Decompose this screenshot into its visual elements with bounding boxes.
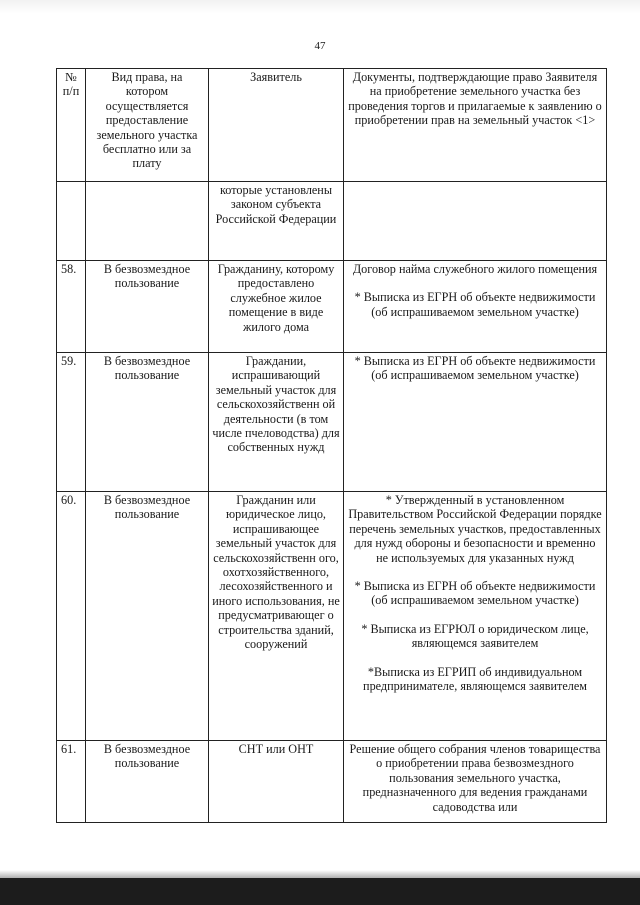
document-item: Договор найма служебного жилого помещения — [352, 262, 598, 276]
row-documents — [344, 261, 607, 353]
table-row — [57, 492, 607, 741]
row-number: 60. — [57, 492, 86, 741]
row-documents — [344, 492, 607, 741]
document-item: * Выписка из ЕГРН об объекте недвижимости (об испрашиваемом земельном участке) — [354, 290, 596, 319]
row-documents — [344, 741, 607, 823]
row-right-type: В безвозмездное пользование — [86, 492, 209, 741]
document-item: Решение общего собрания членов товарищества о приобретении права безвозмездного пользования земельного участка, предназначенного для ведения гражданами садоводства или — [349, 742, 601, 814]
header-applicant: Заявитель — [209, 69, 344, 182]
row-right-type: В безвозмездное пользование — [86, 741, 209, 823]
scan-top-shadow — [0, 0, 640, 14]
row-number — [57, 182, 86, 261]
page-number: 47 — [314, 40, 326, 52]
row-number: 59. — [57, 353, 86, 492]
header-number: № п/п — [57, 69, 86, 182]
document-item: * Утвержденный в установленном Правительством Российской Федерации порядке перечень земельных участков, предоставленных для нужд обороны и безопасности и временно не используемых для указанных нужд — [348, 493, 602, 565]
table-row — [57, 261, 607, 353]
document-item: *Выписка из ЕГРИП об индивидуальном предпринимателе, являющемся заявителем — [363, 664, 587, 694]
row-number: 58. — [57, 261, 86, 353]
row-documents — [344, 182, 607, 261]
row-applicant: Граждании, испрашивающий земельный участок для сельскохозяйственн ой деятельности (в том числе пчеловодства) для собственных нужд — [209, 353, 344, 492]
row-applicant: СНТ или ОНТ — [209, 741, 344, 823]
row-applicant: Гражданину, которому предоставлено служебное жилое помещение в виде жилого дома — [209, 261, 344, 353]
table-row — [57, 182, 607, 261]
row-number: 61. — [57, 741, 86, 823]
document-item: * Выписка из ЕГРЮЛ о юридическом лице, являющемся заявителем — [361, 621, 589, 651]
document-item: * Выписка из ЕГРН об объекте недвижимости (об испрашиваемом земельном участке) — [354, 354, 596, 383]
document-item: * Выписка из ЕГРН об объекте недвижимости (об испрашиваемом земельном участке) — [354, 579, 596, 608]
row-applicant: которые установлены законом субъекта Российской Федерации — [209, 182, 344, 261]
table-header-row — [57, 69, 607, 182]
header-documents: Документы, подтверждающие право Заявителя на приобретение земельного участка без проведения торгов и прилагаемые к заявлению о приобретении прав на земельный участок <1> — [344, 69, 607, 182]
table-row — [57, 741, 607, 823]
row-right-type: В безвозмездное пользование — [86, 261, 209, 353]
row-right-type — [86, 182, 209, 261]
row-right-type: В безвозмездное пользование — [86, 353, 209, 492]
row-applicant: Гражданин или юридическое лицо, испрашивающее земельный участок для сельскохозяйственн ого, охотхозяйственного, лесохозяйственного и иного использования, не предусматривающег о строительства зданий, сооружений — [209, 492, 344, 741]
documents-table — [56, 68, 607, 823]
scan-bottom-edge — [0, 878, 640, 905]
row-documents — [344, 353, 607, 492]
table-row — [57, 353, 607, 492]
header-right-type: Вид права, на котором осуществляется предоставление земельного участка бесплатно или за плату — [86, 69, 209, 182]
